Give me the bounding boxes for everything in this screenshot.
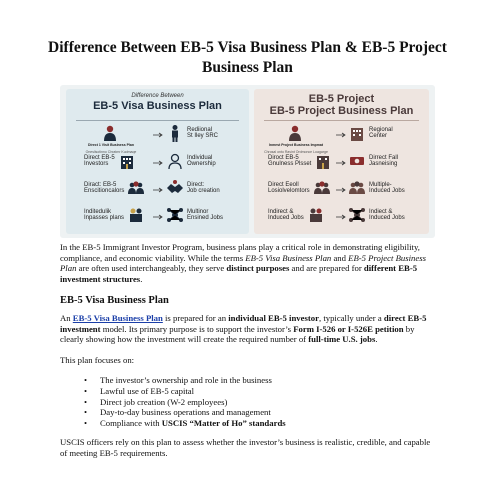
focus-intro: This plan focuses on:	[60, 355, 135, 365]
building-icon	[314, 152, 332, 170]
plan-sublabel: Oneslisotinno Chratmr Kudmaqe	[85, 149, 137, 154]
text-run: An	[60, 313, 73, 323]
list-item	[84, 418, 286, 429]
arrow-right-icon	[336, 132, 346, 138]
list-item-text: Lawful use of EB-5 capital	[100, 385, 195, 396]
people-group-icon	[127, 179, 145, 197]
text-run: .	[375, 334, 378, 345]
people-group-icon	[348, 179, 366, 197]
list-item	[84, 386, 286, 397]
plan-row	[66, 206, 249, 228]
handshake-icon	[166, 179, 184, 197]
text-run: different EB-5 investment structures	[60, 263, 418, 284]
person-presenting-icon	[286, 124, 304, 142]
plan-row	[66, 124, 249, 154]
bullet-icon: •	[84, 407, 88, 418]
text-run: EB-5 Visa Business Plan	[245, 252, 332, 263]
text-run: distinct purposes	[226, 263, 290, 274]
building-icon	[118, 152, 136, 170]
text-run: full-time U.S. jobs	[308, 334, 376, 345]
people-group-icon	[307, 206, 325, 224]
text-run: are often used interchangeably, they serve	[76, 263, 227, 274]
page-title: Difference Between EB-5 Visa Business Plan & EB-5 Project Business Plan	[48, 39, 447, 76]
plan-label: Inmest Project Business Impmat	[268, 143, 324, 147]
plan-label: Regional Center	[369, 126, 393, 139]
visa-plan-panel	[66, 89, 249, 234]
list-item	[84, 407, 286, 418]
arrow-right-icon	[336, 160, 346, 166]
arrow-right-icon	[336, 187, 346, 193]
plan-label: Direct: Job creation	[187, 181, 220, 194]
panel-heading: EB-5 Visa Business Plan	[93, 100, 222, 112]
plan-label: Rediional St Iley SRC	[187, 126, 219, 139]
arrow-right-icon	[153, 160, 163, 166]
plan-sublabel: Chrosal onto Ravint Ordmonce Loagarge	[264, 149, 328, 154]
text-run: In the EB-5 Immigrant Investor Program, business plans play a critical role in demonstrating eligibility, compliance, and economic viability. While the terms	[60, 242, 420, 263]
panel-heading: EB-5 Project Business Plan	[269, 105, 414, 117]
focus-list	[84, 375, 286, 429]
money-icon	[348, 152, 366, 170]
person-standing-icon	[166, 124, 184, 142]
text-run: model. Its primary purpose is to support the investor’s	[100, 323, 294, 334]
plan-label: Indirect & Induced Jobs	[268, 208, 304, 221]
arrow-right-icon	[153, 214, 163, 220]
workers-icon	[127, 206, 145, 224]
plan-label: Direct 1 Visit Business Plan	[87, 143, 135, 147]
list-item-text: Day-to-day business operations and management	[100, 407, 271, 418]
text-run: Form I-526 or I-526E petition	[293, 323, 404, 334]
bullet-icon: •	[84, 396, 88, 407]
list-item-bold: USCIS “Matter of Ho” standards	[161, 418, 286, 429]
plan-label: Direct EB-5 Investors	[84, 154, 115, 167]
building-icon	[348, 124, 366, 142]
text-run: individual EB-5 investor	[228, 313, 319, 323]
bullet-icon: •	[84, 375, 88, 385]
plan-label: Dirrect Fall Jasneising	[369, 154, 399, 167]
list-item-text: Direct job creation (W-2 employees)	[100, 396, 228, 407]
closing-paragraph: USCIS officers rely on this plan to assess whether the investor’s business is realistic, credible, and capable of meeting EB-5 requirements.	[60, 437, 431, 458]
plan-label: Multiple- Induced Jobs	[369, 181, 405, 194]
bullet-icon: •	[84, 418, 88, 429]
list-item-text: The investor’s ownership and role in the business	[100, 375, 272, 385]
plan-row	[254, 124, 429, 154]
text-run: .	[140, 273, 143, 284]
panel-subtitle: Difference Between	[131, 93, 184, 99]
plan-row	[66, 152, 249, 174]
user-icon	[166, 152, 184, 170]
arrow-right-icon	[153, 187, 163, 193]
list-item	[84, 397, 286, 408]
panel-subtitle: EB-5 Project	[308, 93, 375, 105]
divider	[264, 120, 419, 121]
network-icon	[348, 206, 366, 224]
plan-label: Inditedulik Inpasses plans	[84, 208, 125, 221]
list-item	[84, 375, 286, 386]
project-plan-panel	[254, 89, 429, 234]
divider	[76, 120, 239, 121]
comparison-infographic	[60, 85, 435, 238]
plan-row	[254, 152, 429, 174]
plan-label: Direct Eeoll Losiolvelomtors	[268, 181, 310, 194]
plan-label: Diroct EB-5 Gnulness Plsset	[268, 154, 312, 167]
text-run: , typically under a	[318, 313, 384, 323]
person-presenting-icon	[101, 124, 119, 142]
text-run: is prepared for an	[162, 313, 229, 323]
section-heading: EB-5 Visa Business Plan	[60, 295, 169, 306]
text-run: by clearly showing how the investment will create the required number of	[60, 323, 415, 345]
arrow-right-icon	[153, 132, 163, 138]
visa-plan-link[interactable]: EB-5 Visa Business Plan	[72, 313, 163, 323]
plan-row	[66, 179, 249, 201]
text-run: direct EB-5 investment	[60, 313, 427, 334]
plan-label: Multinor Ensined Jobs	[187, 208, 224, 221]
intro-paragraph	[60, 242, 435, 284]
bullet-icon: •	[84, 385, 88, 396]
plan-label: Indiect & Induced Jobs	[369, 208, 405, 221]
text-run: and are prepared for	[289, 263, 364, 274]
arrow-right-icon	[336, 214, 346, 220]
people-group-icon	[313, 179, 331, 197]
text-run: EB-5 Project Business Plan	[60, 252, 427, 274]
plan-row	[254, 206, 429, 228]
text-run: and	[331, 252, 349, 263]
plan-row	[254, 179, 429, 201]
list-item-text: Compliance with	[100, 418, 162, 429]
network-icon	[166, 206, 184, 224]
visa-plan-paragraph	[60, 313, 435, 345]
plan-label: Individual Ownership	[187, 154, 216, 167]
plan-label: Diract: EB-5 Enscitioncalors	[84, 181, 125, 194]
